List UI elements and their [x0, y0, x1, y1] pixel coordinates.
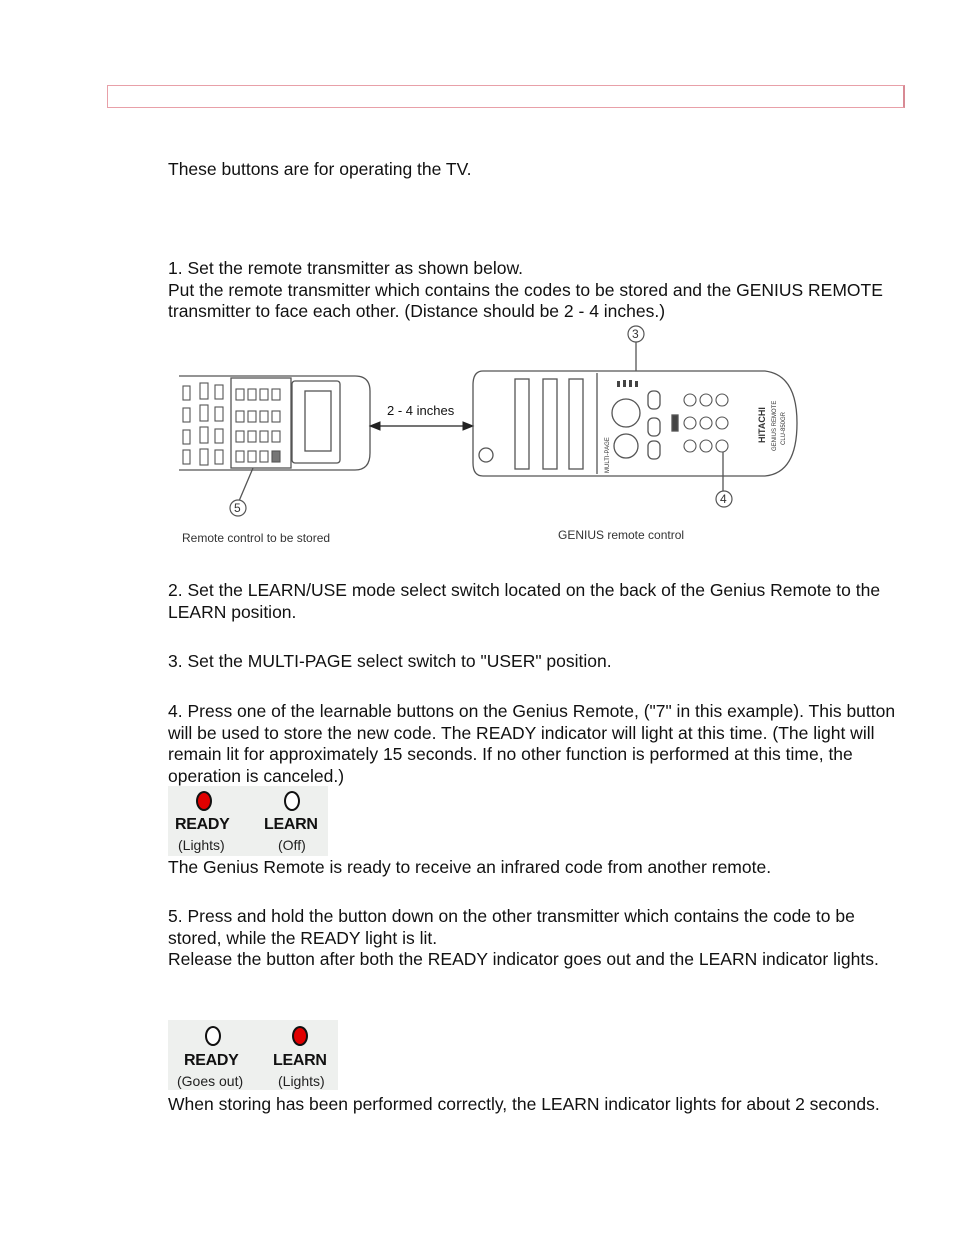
callout-3: [628, 326, 644, 342]
step-5-line-2: Release the button after both the READY indicator goes out and the LEARN indicator lights.: [168, 949, 879, 969]
multipage-text: MULTI-PAGE: [605, 437, 611, 473]
svg-text:5: 5: [234, 501, 241, 515]
after-indicator-1: The Genius Remote is ready to receive an infrared code from another remote.: [168, 857, 772, 877]
indicator-learn-lights: [168, 1020, 338, 1090]
ready-led-off: [205, 1026, 221, 1046]
left-caption: Remote control to be stored: [182, 531, 331, 545]
right-caption: GENIUS remote control: [558, 528, 685, 542]
brand-text: HITACHI: [757, 407, 767, 443]
callout-4: [716, 491, 732, 507]
step-2: 2. Set the LEARN/USE mode select switch located on the back of the Genius Remote to the LEARN position.: [168, 580, 881, 622]
model-text: GENIUS REMOTE: [772, 400, 778, 451]
step-5-line-1: 5. Press and hold the button down on the other transmitter which contains the code to be stored, while the READY light is lit.: [168, 906, 855, 948]
genius-remote-illustration: [239, 341, 797, 501]
learn-led-on: [292, 1026, 308, 1046]
learn-led-off: [284, 791, 300, 811]
remote-setup-diagram: [165, 323, 815, 553]
intro-text: These buttons are for operating the TV.: [168, 159, 472, 179]
step-5: [168, 906, 898, 971]
step-1-line-1: 1. Set the remote transmitter as shown below.: [168, 258, 524, 278]
step-4: 4. Press one of the learnable buttons on the Genius Remote, ("7" in this example). This button will be used to store the new code. The READY indicator will light at this time. (The light will remain lit for approximately 15 seconds. If no other function is performed at this time, the operation is canceled.): [168, 701, 896, 786]
learn-label-2: LEARN: [273, 1052, 327, 1069]
stored-remote-illustration: [179, 376, 370, 470]
learn-label: LEARN: [264, 816, 318, 833]
indicator-ready-lights: [168, 786, 328, 856]
step-1: [168, 258, 898, 323]
learn-state: (Off): [278, 837, 306, 853]
ready-label-2: READY: [184, 1052, 239, 1069]
ready-led-on: [196, 791, 212, 811]
svg-text:4: 4: [720, 492, 727, 506]
model-code: CLU-850GR: [781, 411, 787, 445]
svg-text:3: 3: [632, 327, 639, 341]
callout-5: [230, 500, 246, 516]
ready-state-2: (Goes out): [177, 1073, 244, 1089]
distance-label: 2 - 4 inches: [387, 403, 455, 418]
after-indicator-2: When storing has been performed correctly, the LEARN indicator lights for about 2 seconds.: [168, 1094, 880, 1114]
learn-state-2: (Lights): [278, 1073, 325, 1089]
ready-label: READY: [175, 816, 230, 833]
step-1-line-2: Put the remote transmitter which contains the codes to be stored and the GENIUS REMOTE transmitter to face each other. (Distance should be 2 - 4 inches.): [168, 279, 883, 321]
distance-arrow: [370, 422, 473, 430]
header-bar: [107, 85, 905, 108]
ready-state: (Lights): [178, 837, 225, 853]
step-3: 3. Set the MULTI-PAGE select switch to "USER" position.: [168, 651, 612, 671]
